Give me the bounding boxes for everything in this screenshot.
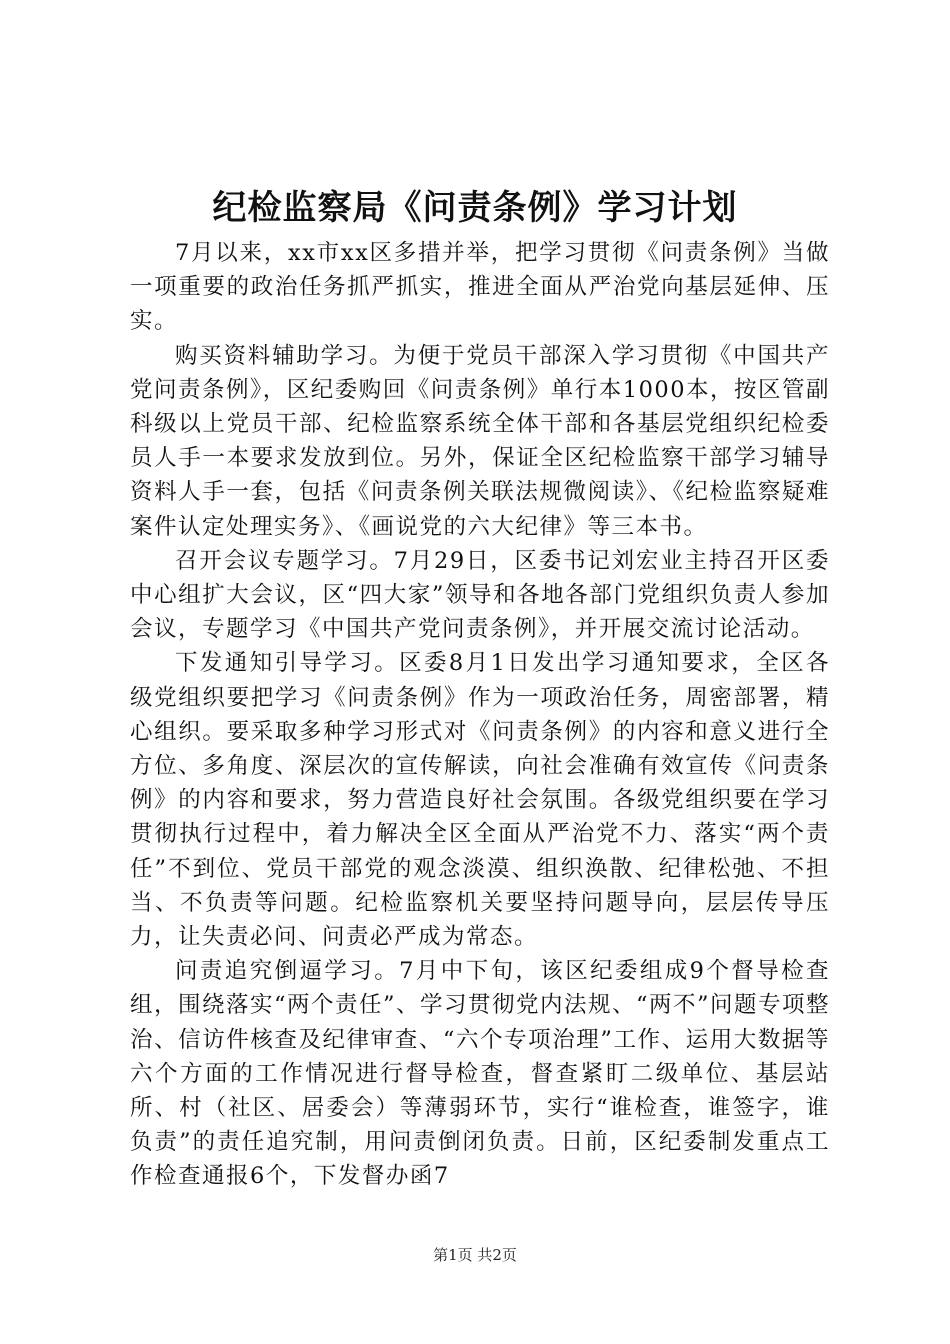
document-body — [130, 236, 830, 1194]
document-title: 纪检监察局《问责条例》学习计划 — [212, 188, 738, 228]
paragraph-meeting: 召开会议专题学习。7月29日，区委书记刘宏业主持召开区委中心组扩大会议，区“四大家”领导和各地各部门党组织负责人参加会议，专题学习《中国共产党问责条例》，并开展交流讨论活动。 — [130, 547, 830, 643]
paragraph-notice: 下发通知引导学习。区委8月1日发出学习通知要求，全区各级党组织要把学习《问责条例》作为一项政治任务，周密部署，精心组织。要采取多种学习形式对《问责条例》的内容和意义进行全方位、多角度、深层次的宣传解读，向社会准确有效宣传《问责条例》的内容和要求，努力营造良好社会氛围。各级党组织要在学习贯彻执行过程中，着力解决全区全面从严治党不力、落实“两个责任”不到位、党员干部党的观念淡漠、组织涣散、纪律松弛、不担当、不负责等问题。纪检监察机关要坚持问题导向，层层传导压力，让失责必问、问责必严成为常态。 — [130, 650, 830, 951]
paragraph-accountability: 问责追究倒逼学习。7月中下旬，该区纪委组成9个督导检查组，围绕落实“两个责任”、学习贯彻党内法规、“两不”问题专项整治、信访件核查及纪律审查、“六个专项治理”工作、运用大数据等六个方面的工作情况进行督导检查，督查紧盯二级单位、基层站所、村（社区、居委会）等薄弱环节，实行“谁检查，谁签字，谁负责”的责任追究制，用问责倒闭负责。日前，区纪委制发重点工作检查通报6个，下发督办函7 — [130, 958, 831, 1190]
paragraph-materials: 购买资料辅助学习。为便于党员干部深入学习贯彻《中国共产党问责条例》，区纪委购回《问责条例》单行本1000本，按区管副科级以上党员干部、纪检监察系统全体干部和各基层党组织纪检委员人手一本要求发放到位。另外，保证全区纪检监察干部学习辅导资料人手一套，包括《问责条例关联法规微阅读》、《纪检监察疑难案件认定处理实务》、《画说党的六大纪律》等三本书。 — [130, 342, 831, 540]
paragraph-intro: 7月以来，xx市xx区多措并举，把学习贯彻《问责条例》当做一项重要的政治任务抓严抓实，推进全面从严治党向基层延伸、压实。 — [130, 240, 830, 335]
page-number-footer: 第1页 共2页 — [433, 1246, 517, 1264]
